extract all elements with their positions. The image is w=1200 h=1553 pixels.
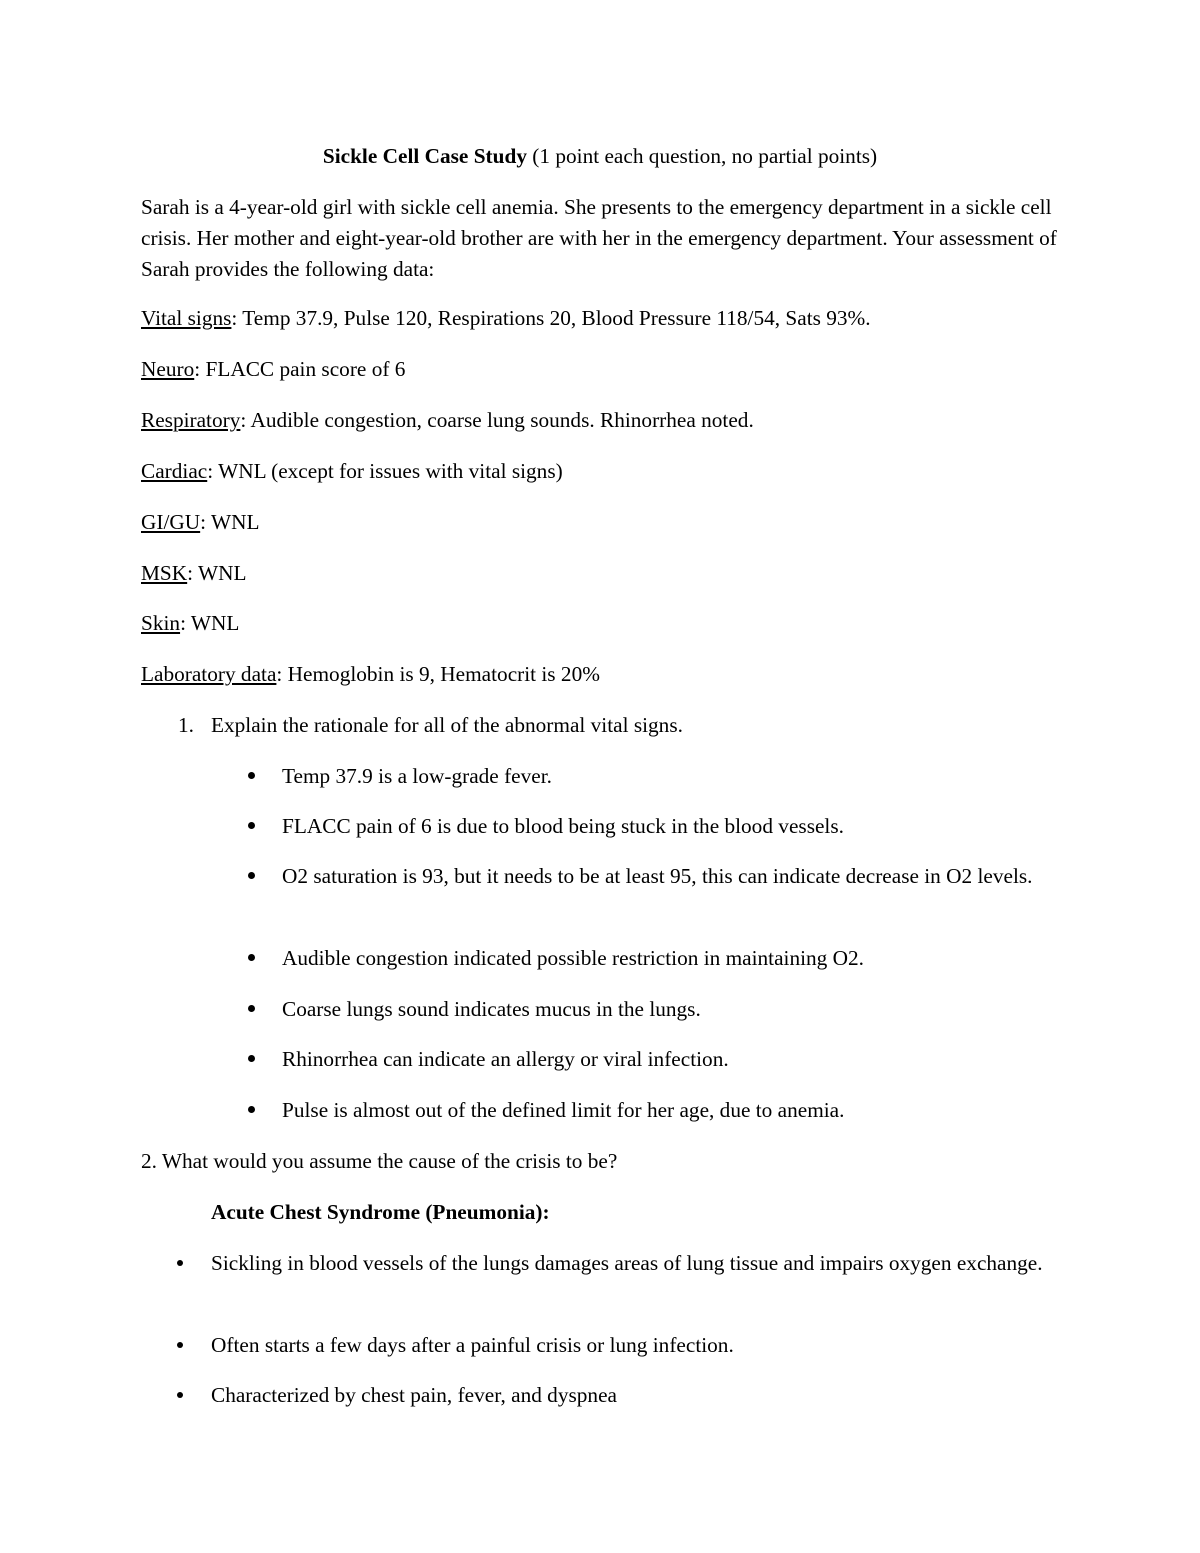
- bullet-icon: [248, 1055, 255, 1062]
- assessment-text: : WNL: [187, 561, 247, 585]
- answer-2-bullet: Characterized by chest pain, fever, and dyspnea: [211, 1383, 617, 1407]
- assessment-label: Neuro: [141, 357, 195, 381]
- assessment-msk: [141, 558, 1061, 589]
- assessment-text: : FLACC pain score of 6: [194, 357, 406, 381]
- answer-1-bullet: O2 saturation is 93, but it needs to be at least 95, this can indicate decrease in O2 levels.: [282, 864, 1033, 888]
- answer-1-bullet: FLACC pain of 6 is due to blood being stuck in the blood vessels.: [282, 814, 844, 838]
- assessment-label: Skin: [141, 611, 181, 635]
- bullet-icon: [248, 872, 255, 879]
- bullet-icon: [177, 1342, 183, 1348]
- assessment-label: GI/GU: [141, 510, 201, 534]
- assessment-laboratory: [141, 659, 1061, 690]
- assessment-skin: [141, 608, 1061, 639]
- assessment-label: Laboratory data: [141, 662, 277, 686]
- question-2-text: 2. What would you assume the cause of the crisis to be?: [141, 1149, 618, 1173]
- assessment-label: Cardiac: [141, 459, 208, 483]
- assessment-gigu: [141, 507, 1061, 538]
- answer-2-heading: Acute Chest Syndrome (Pneumonia):: [211, 1200, 550, 1224]
- bullet-icon: [177, 1392, 183, 1398]
- assessment-text: : WNL (except for issues with vital signs): [207, 459, 563, 483]
- bullet-icon: [248, 772, 255, 779]
- assessment-label: MSK: [141, 561, 188, 585]
- assessment-respiratory: [141, 405, 1061, 436]
- document-title: [0, 141, 1200, 172]
- answer-1-bullet: Temp 37.9 is a low-grade fever.: [282, 764, 552, 788]
- answer-1-bullet: Audible congestion indicated possible restriction in maintaining O2.: [282, 946, 865, 970]
- answer-2-bullet: Sickling in blood vessels of the lungs damages areas of lung tissue and impairs oxygen exchange.: [211, 1251, 1043, 1275]
- question-1-text: Explain the rationale for all of the abnormal vital signs.: [211, 713, 683, 737]
- assessment-neuro: [141, 354, 1061, 385]
- bullet-icon: [248, 1106, 255, 1113]
- title-subtitle: (1 point each question, no partial points): [526, 144, 878, 168]
- assessment-text: : WNL: [200, 510, 260, 534]
- assessment-label: Respiratory: [141, 408, 241, 432]
- assessment-text: : Temp 37.9, Pulse 120, Respirations 20, Blood Pressure 118/54, Sats 93%.: [231, 306, 871, 330]
- assessment-text: : Hemoglobin is 9, Hematocrit is 20%: [276, 662, 600, 686]
- answer-1-bullet: Rhinorrhea can indicate an allergy or viral infection.: [282, 1047, 729, 1071]
- assessment-text: : WNL: [180, 611, 240, 635]
- assessment-vital-signs: [141, 303, 1061, 334]
- assessment-label: Vital signs: [141, 306, 232, 330]
- bullet-icon: [248, 954, 255, 961]
- assessment-text: : Audible congestion, coarse lung sounds. Rhinorrhea noted.: [240, 408, 754, 432]
- answer-1-bullet: Coarse lungs sound indicates mucus in the lungs.: [282, 997, 701, 1021]
- bullet-icon: [248, 1005, 255, 1012]
- assessment-cardiac: [141, 456, 1061, 487]
- answer-2-bullet: Often starts a few days after a painful crisis or lung infection.: [211, 1333, 734, 1357]
- question-1-number: 1.: [178, 713, 194, 737]
- bullet-icon: [177, 1260, 183, 1266]
- bullet-icon: [248, 822, 255, 829]
- intro-paragraph: Sarah is a 4-year-old girl with sickle cell anemia. She presents to the emergency department in a sickle cell crisis. Her mother and eight-year-old brother are with her in the emergency department. Your assessment of Sarah provides the following data:: [141, 195, 1057, 281]
- answer-1-bullet: Pulse is almost out of the defined limit for her age, due to anemia.: [282, 1098, 845, 1122]
- title-bold: Sickle Cell Case Study: [322, 144, 527, 168]
